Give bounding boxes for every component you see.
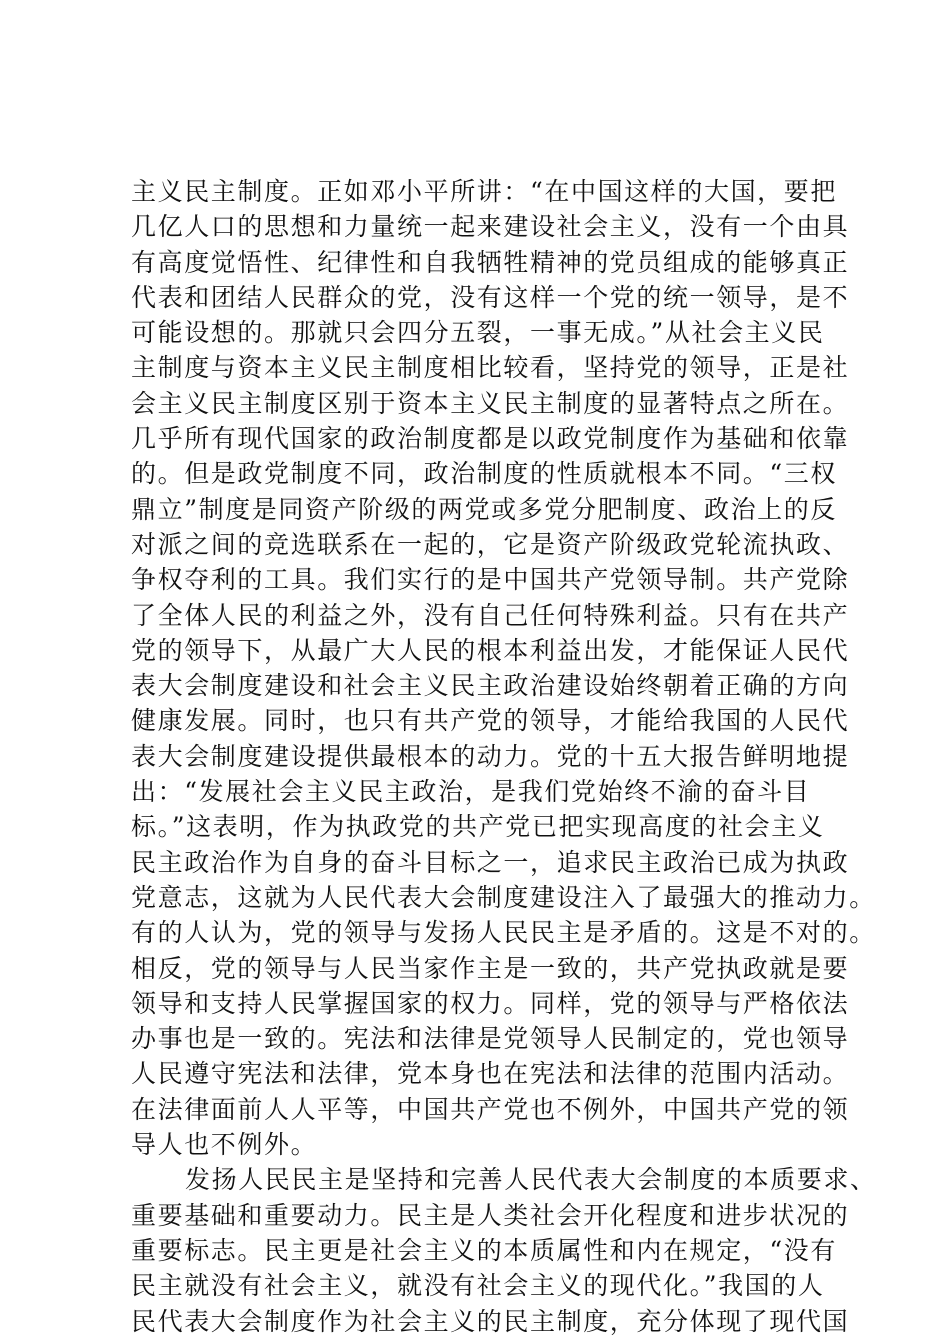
text-line: 争权夺利的工具。我们实行的是中国共产党领导制。共产党除 bbox=[131, 565, 850, 595]
text-line: 有的人认为，党的领导与发扬人民民主是矛盾的。这是不对的。 bbox=[131, 918, 876, 948]
text-line: 在法律面前人人平等，中国共产党也不例外，中国共产党的领 bbox=[131, 1094, 850, 1124]
text-line: 重要标志。民主更是社会主义的本质属性和内在规定，“没有 bbox=[131, 1235, 837, 1265]
text-line: 表大会制度建设和社会主义民主政治建设始终朝着正确的方向 bbox=[131, 671, 850, 701]
text-line: 健康发展。同时，也只有共产党的领导，才能给我国的人民代 bbox=[131, 706, 850, 736]
text-line: 有高度觉悟性、纪律性和自我牺牲精神的党员组成的能够真正 bbox=[131, 247, 850, 277]
text-line: 对派之间的竞选联系在一起的，它是资产阶级政党轮流执政、 bbox=[131, 529, 850, 559]
text-line: 民代表大会制度作为社会主义的民主制度，充分体现了现代国 bbox=[131, 1306, 850, 1336]
text-line: 领导和支持人民掌握国家的权力。同样，党的领导与严格依法 bbox=[131, 988, 850, 1018]
text-line: 党的领导下，从最广大人民的根本利益出发，才能保证人民代 bbox=[131, 635, 850, 665]
text-line: 主制度与资本主义民主制度相比较看，坚持党的领导，正是社 bbox=[131, 353, 850, 383]
text-line: 会主义民主制度区别于资本主义民主制度的显著特点之所在。 bbox=[131, 388, 850, 418]
text-line: 了全体人民的利益之外，没有自己任何特殊利益。只有在共产 bbox=[131, 600, 850, 630]
text-line: 导人也不例外。 bbox=[131, 1130, 318, 1160]
text-line: 标。”这表明，作为执政党的共产党已把实现高度的社会主义 bbox=[131, 812, 825, 842]
text-line: 办事也是一致的。宪法和法律是党领导人民制定的，党也领导 bbox=[131, 1024, 850, 1054]
text-line: 鼎立”制度是同资产阶级的两党或多党分肥制度、政治上的反 bbox=[131, 494, 837, 524]
text-line: 人民遵守宪法和法律，党本身也在宪法和法律的范围内活动。 bbox=[131, 1059, 850, 1089]
text-line: 的。但是政党制度不同，政治制度的性质就根本不同。“三权 bbox=[131, 459, 837, 489]
text-line: 民主政治作为自身的奋斗目标之一，追求民主政治已成为执政 bbox=[131, 847, 850, 877]
text-line: 出：“发展社会主义民主政治，是我们党始终不渝的奋斗目 bbox=[131, 777, 811, 807]
text-line: 民主就没有社会主义，就没有社会主义的现代化。”我国的人 bbox=[131, 1271, 825, 1301]
text-line: 相反，党的领导与人民当家作主是一致的，共产党执政就是要 bbox=[131, 953, 850, 983]
body-text bbox=[131, 174, 877, 1339]
text-line: 可能设想的。那就只会四分五裂，一事无成。”从社会主义民 bbox=[131, 318, 825, 348]
text-line: 几亿人口的思想和力量统一起来建设社会主义，没有一个由具 bbox=[131, 212, 850, 242]
paragraph-start-line: 发扬人民民主是坚持和完善人民代表大会制度的本质要求、 bbox=[185, 1165, 877, 1195]
text-line: 表大会制度建设提供最根本的动力。党的十五大报告鲜明地提 bbox=[131, 741, 850, 771]
text-line: 主义民主制度。正如邓小平所讲：“在中国这样的大国，要把 bbox=[131, 177, 837, 206]
text-line: 代表和团结人民群众的党，没有这样一个党的统一领导，是不 bbox=[131, 282, 850, 312]
text-line: 几乎所有现代国家的政治制度都是以政党制度作为基础和依靠 bbox=[131, 424, 850, 454]
text-line: 党意志，这就为人民代表大会制度建设注入了最强大的推动力。 bbox=[131, 882, 876, 912]
text-line: 重要基础和重要动力。民主是人类社会开化程度和进步状况的 bbox=[131, 1200, 850, 1230]
